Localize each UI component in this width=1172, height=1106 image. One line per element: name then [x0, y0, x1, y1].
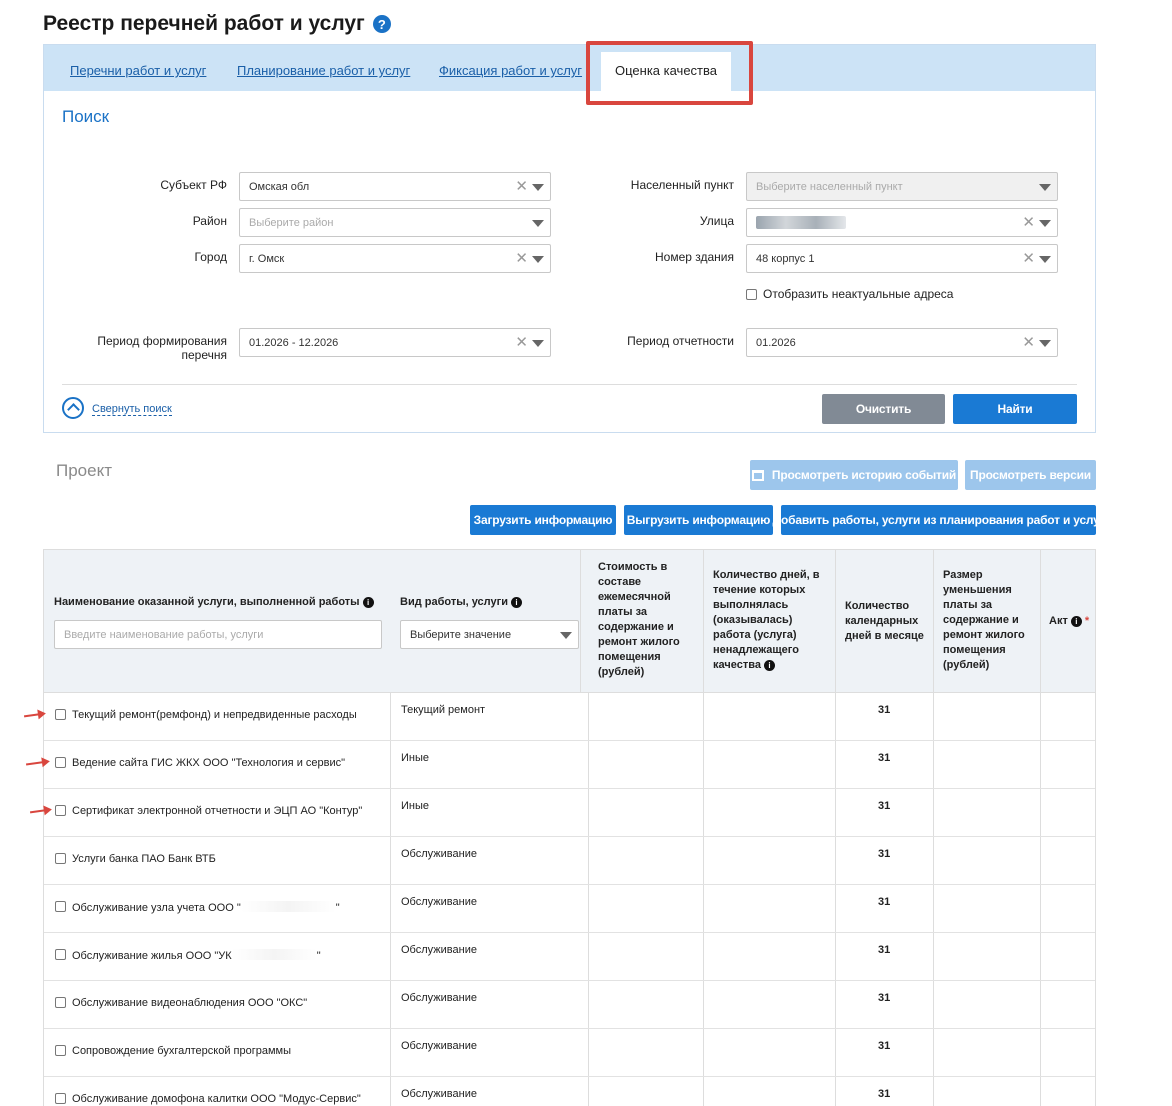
annotation-arrow: [26, 760, 48, 765]
find-button[interactable]: Найти: [953, 394, 1077, 424]
chevron-down-icon[interactable]: [532, 220, 544, 227]
type-filter-select[interactable]: [400, 620, 579, 649]
header-cal-days-line: календарных: [845, 615, 919, 627]
clear-icon[interactable]: ✕: [1022, 250, 1035, 267]
header-reduction-line: платы за: [943, 599, 993, 611]
city-select[interactable]: [239, 244, 551, 273]
table-row[interactable]: [44, 981, 1096, 1029]
clear-icon[interactable]: ✕: [1022, 214, 1035, 231]
period-report-select[interactable]: [746, 328, 1058, 357]
period-report-label: Период отчетности: [627, 334, 734, 348]
building-label: Номер здания: [654, 250, 734, 264]
street-label: Улица: [699, 214, 734, 228]
header-cost-line: ремонт жилого: [598, 636, 680, 648]
clear-icon[interactable]: ✕: [515, 250, 528, 267]
header-reduction: [943, 568, 1025, 673]
period-list-label-line2: перечня: [181, 348, 227, 362]
period-list-value: 01.2026 - 12.2026: [249, 336, 339, 349]
header-cost-line: (рублей): [598, 666, 645, 678]
street-select[interactable]: [746, 208, 1058, 237]
chevron-down-icon[interactable]: [1039, 256, 1051, 263]
upload-button[interactable]: Загрузить информацию: [470, 505, 616, 535]
header-cal-days-line: дней в месяце: [845, 630, 924, 642]
building-value: 48 корпус 1: [756, 252, 815, 265]
header-reduction-line: Размер: [943, 569, 983, 581]
header-bad-days-line: ненадлежащего: [713, 644, 799, 656]
row-name: Обслуживание узла учета ООО ": [72, 902, 241, 914]
row-days: 31: [878, 992, 891, 1004]
calendar-icon: [752, 470, 764, 481]
header-act: [1049, 614, 1089, 629]
header-cost-line: платы за: [598, 606, 648, 618]
district-select[interactable]: [239, 208, 551, 237]
header-reduction-line: (рублей): [943, 659, 990, 671]
row-type: Иные: [401, 800, 430, 812]
column-divider: [933, 550, 934, 693]
collapse-search-link[interactable]: Свернуть поиск: [92, 403, 172, 415]
city-value: г. Омск: [249, 252, 285, 265]
header-cost-line: Стоимость в: [598, 561, 668, 573]
annotation-arrow: [24, 713, 44, 718]
search-panel: [43, 44, 1096, 433]
info-icon[interactable]: i: [363, 597, 374, 608]
chevron-up-icon[interactable]: [62, 397, 84, 419]
table-row[interactable]: [44, 1077, 1096, 1106]
row-name: Текущий ремонт(ремфонд) и непредвиденные расходы: [72, 709, 357, 721]
tab-quality[interactable]: Оценка качества: [601, 52, 731, 92]
row-checkbox[interactable]: [55, 949, 66, 960]
row-days: 31: [878, 944, 891, 956]
settlement-placeholder: Выберите населенный пункт: [756, 180, 903, 193]
column-divider: [1040, 550, 1041, 693]
redacted-street: [756, 216, 846, 229]
header-reduction-line: содержание и: [943, 614, 1019, 626]
row-days: 31: [878, 704, 891, 716]
district-placeholder: Выберите район: [249, 216, 334, 229]
row-type: Обслуживание: [401, 1040, 477, 1052]
tab-fixation[interactable]: Фиксация работ и услуг: [439, 63, 583, 78]
chevron-down-icon[interactable]: [532, 184, 544, 191]
header-reduction-line: уменьшения: [943, 584, 1012, 596]
settlement-label: Населенный пункт: [630, 178, 734, 192]
row-name: Обслуживание видеонаблюдения ООО "ОКС": [72, 997, 308, 1009]
table-row[interactable]: [44, 837, 1096, 885]
row-type: Иные: [401, 752, 430, 764]
period-list-label: [97, 334, 227, 362]
header-bad-days-line: Количество дней, в: [713, 569, 820, 581]
info-icon[interactable]: i: [511, 597, 522, 608]
table-row[interactable]: [44, 789, 1096, 837]
row-name-suffix: ": [316, 950, 321, 962]
row-checkbox[interactable]: [55, 1045, 66, 1056]
row-days: 31: [878, 800, 891, 812]
table-header: [44, 550, 1096, 693]
header-act-label: Акт: [1049, 615, 1068, 627]
row-days: 31: [878, 1088, 891, 1100]
header-name: [54, 595, 374, 610]
row-name: Обслуживание жилья ООО "УК: [72, 950, 232, 962]
row-days: 31: [878, 752, 891, 764]
chevron-down-icon[interactable]: [1039, 184, 1051, 191]
row-name: Сертификат электронной отчетности и ЭЦП АО "Контур": [72, 805, 363, 817]
table-row[interactable]: [44, 693, 1096, 741]
row-name: Обслуживание домофона калитки ООО "Модус-Сервис": [72, 1093, 361, 1105]
row-name-wrap: [72, 901, 340, 914]
settlement-select[interactable]: [746, 172, 1058, 201]
header-cost: [598, 560, 680, 680]
header-bad-days: [713, 568, 820, 673]
chevron-down-icon[interactable]: [1039, 220, 1051, 227]
chevron-down-icon[interactable]: [532, 256, 544, 263]
table-row[interactable]: [44, 885, 1096, 933]
subject-label: Субъект РФ: [160, 178, 227, 192]
clear-icon[interactable]: ✕: [515, 178, 528, 195]
table-row[interactable]: [44, 741, 1096, 789]
tabs-bar: [44, 45, 1095, 91]
row-checkbox[interactable]: [55, 1093, 66, 1104]
row-days: 31: [878, 1040, 891, 1052]
chevron-down-icon[interactable]: [532, 340, 544, 347]
header-cost-line: помещения: [598, 651, 661, 663]
search-title: Поиск: [62, 107, 110, 126]
required-mark: *: [1084, 615, 1090, 627]
row-checkbox[interactable]: [55, 901, 66, 912]
row-name-suffix: ": [335, 902, 340, 914]
row-name-wrap: [72, 949, 321, 962]
header-cal-days: [845, 599, 924, 644]
period-list-select[interactable]: [239, 328, 551, 357]
info-icon[interactable]: i: [1071, 616, 1082, 627]
row-checkbox[interactable]: [55, 757, 66, 768]
period-list-label-line1: Период формирования: [97, 334, 227, 348]
row-checkbox[interactable]: [55, 709, 66, 720]
table-row[interactable]: [44, 1029, 1096, 1077]
building-select[interactable]: [746, 244, 1058, 273]
header-cost-line: содержание и: [598, 621, 674, 633]
annotation-arrow: [30, 809, 50, 814]
redacted-text: [241, 901, 336, 912]
subject-select[interactable]: [239, 172, 551, 201]
row-type: Обслуживание: [401, 848, 477, 860]
name-filter-input[interactable]: [54, 620, 382, 649]
header-name-label: Наименование оказанной услуги, выполненной работы: [54, 596, 360, 608]
column-divider: [703, 550, 704, 693]
chevron-down-icon[interactable]: [560, 632, 572, 639]
row-checkbox[interactable]: [55, 997, 66, 1008]
header-type-label: Вид работы, услуги: [400, 596, 508, 608]
header-cal-days-line: Количество: [845, 600, 910, 612]
help-icon[interactable]: ?: [373, 15, 391, 33]
show-inactive-checkbox[interactable]: [746, 289, 757, 300]
type-filter-placeholder: Выберите значение: [410, 628, 512, 641]
row-name: Услуги банка ПАО Банк ВТБ: [72, 853, 216, 865]
row-name: Сопровождение бухгалтерской программы: [72, 1045, 291, 1057]
show-inactive-label: Отобразить неактуальные адреса: [763, 287, 954, 301]
history-button-label: Просмотреть историю событий: [771, 468, 957, 482]
versions-button[interactable]: Просмотреть версии: [965, 460, 1096, 490]
header-bad-days-line: работа (услуга): [713, 629, 797, 641]
column-divider: [580, 550, 581, 693]
tab-lists[interactable]: Перечни работ и услуг: [70, 63, 207, 78]
column-divider: [835, 550, 836, 693]
row-days: 31: [878, 896, 891, 908]
clear-button[interactable]: Очистить: [822, 394, 945, 424]
chevron-down-icon[interactable]: [1039, 340, 1051, 347]
history-button[interactable]: [750, 460, 958, 490]
name-filter-placeholder: Введите наименование работы, услуги: [64, 628, 264, 641]
header-bad-days-line: выполнялась: [713, 599, 789, 611]
city-label: Город: [194, 250, 227, 264]
header-reduction-line: помещения: [943, 644, 1006, 656]
clear-icon[interactable]: ✕: [1022, 334, 1035, 351]
add-works-button[interactable]: Добавить работы, услуги из планирования работ и услуг: [781, 505, 1096, 535]
download-button[interactable]: Выгрузить информацию: [624, 505, 773, 535]
clear-icon[interactable]: ✕: [515, 334, 528, 351]
info-icon[interactable]: i: [764, 660, 775, 671]
header-bad-days-line: (оказывалась): [713, 614, 793, 626]
redacted-text: [232, 949, 317, 960]
row-name: Ведение сайта ГИС ЖКХ ООО "Технология и сервис": [72, 757, 346, 769]
divider: [62, 384, 1077, 385]
row-type: Текущий ремонт: [401, 704, 486, 716]
page-title: [43, 12, 391, 36]
header-reduction-line: ремонт жилого: [943, 629, 1025, 641]
period-report-value: 01.2026: [756, 336, 796, 349]
page-title-text: Реестр перечней работ и услуг: [43, 12, 365, 35]
row-type: Обслуживание: [401, 944, 477, 956]
row-days: 31: [878, 848, 891, 860]
header-cost-line: ежемесячной: [598, 591, 671, 603]
row-type: Обслуживание: [401, 992, 477, 1004]
header-bad-days-line: течение которых: [713, 584, 806, 596]
project-title: Проект: [56, 461, 112, 480]
header-type: [400, 595, 522, 610]
row-checkbox[interactable]: [55, 805, 66, 816]
subject-value: Омская обл: [249, 180, 310, 193]
row-type: Обслуживание: [401, 896, 477, 908]
row-checkbox[interactable]: [55, 853, 66, 864]
header-cost-line: составе: [598, 576, 642, 588]
table-row[interactable]: [44, 933, 1096, 981]
district-label: Район: [192, 214, 227, 228]
works-table: [43, 549, 1096, 1106]
row-type: Обслуживание: [401, 1088, 477, 1100]
tab-planning[interactable]: Планирование работ и услуг: [237, 63, 411, 78]
header-bad-days-line: качества: [713, 659, 761, 671]
